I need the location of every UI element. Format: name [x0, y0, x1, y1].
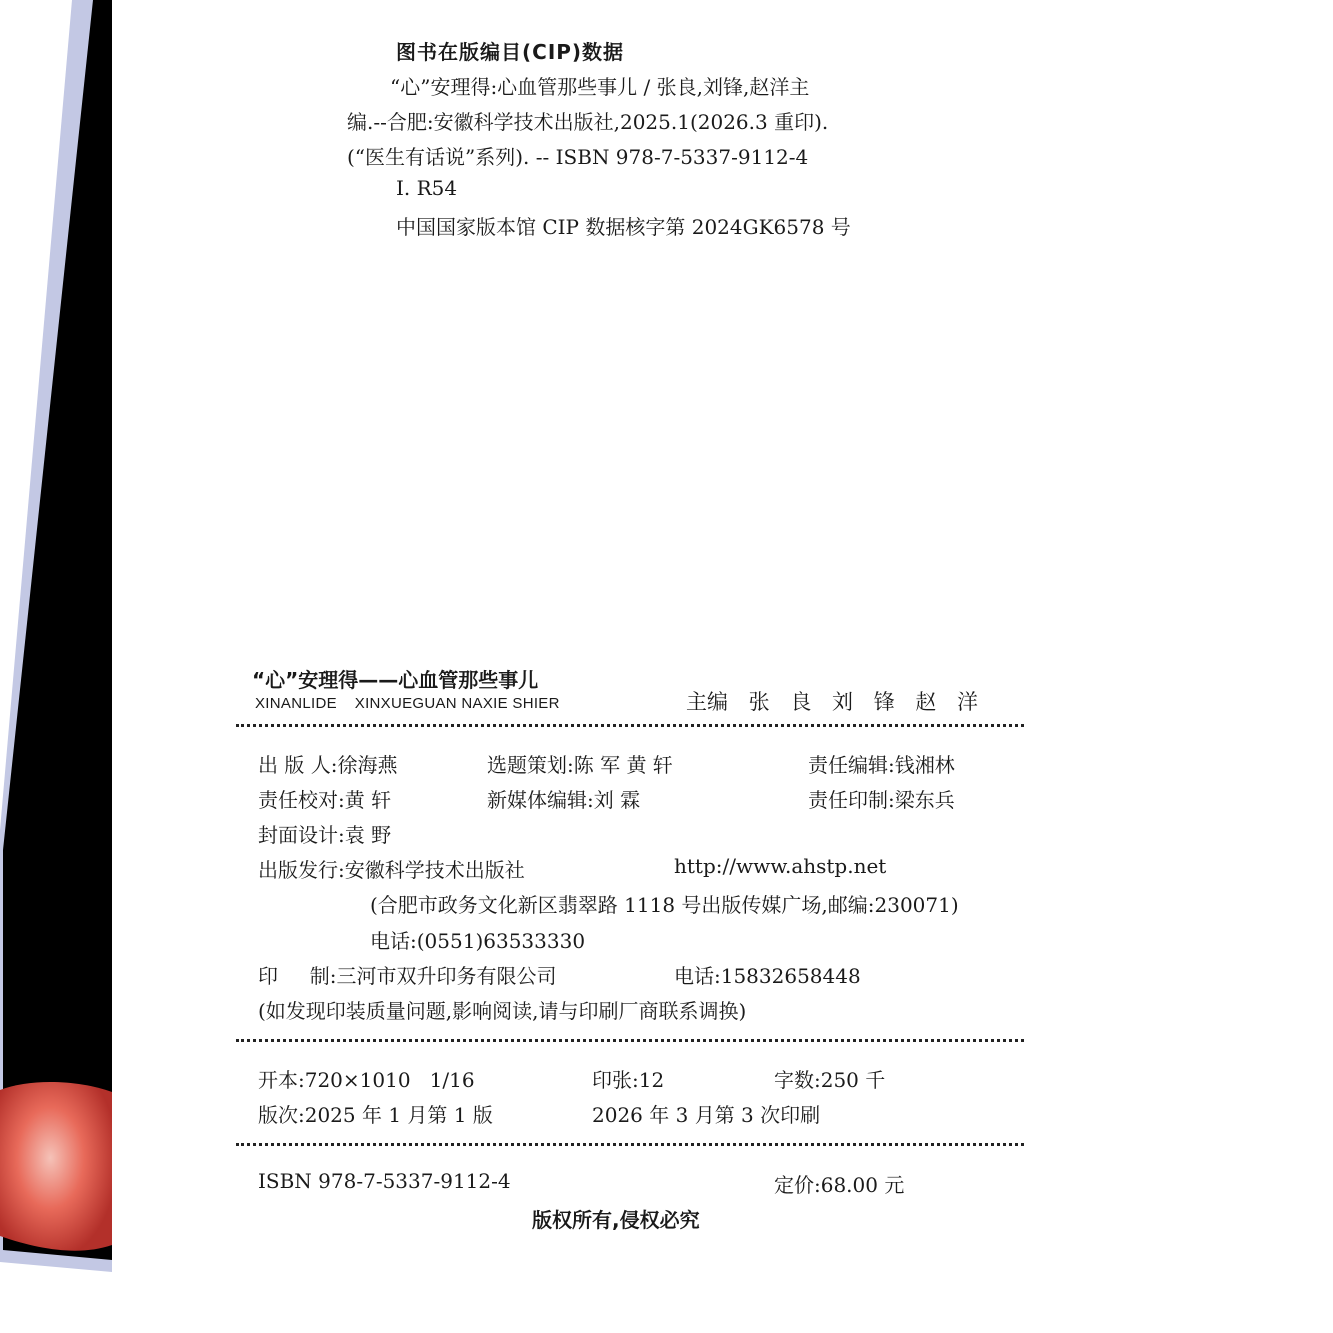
cip-line-2: 编.--合肥:安徽科学技术出版社,2025.1(2026.3 重印). — [347, 110, 829, 134]
book-title-pinyin: XINANLIDE XINXUEGUAN NAXIE SHIER — [255, 695, 560, 712]
cip-line-1: “心”安理得:心血管那些事儿 / 张良,刘锋,赵洋主 — [390, 75, 810, 99]
proofreader: 责任校对:黄 轩 — [258, 788, 392, 812]
copyright-notice: 版权所有,侵权必究 — [532, 1208, 700, 1232]
edition: 版次:2025 年 1 月第 1 版 — [258, 1103, 493, 1127]
price: 定价:68.00 元 — [774, 1173, 905, 1197]
isbn: ISBN 978-7-5337-9112-4 — [258, 1169, 511, 1193]
printing: 2026 年 3 月第 3 次印刷 — [592, 1103, 821, 1127]
topic-planning: 选题策划:陈 军 黄 轩 — [487, 753, 673, 777]
publisher-phone: 电话:(0551)63533330 — [370, 929, 586, 953]
word-count: 字数:250 千 — [774, 1068, 886, 1092]
printed-sheets: 印张:12 — [592, 1068, 665, 1092]
divider-1 — [236, 724, 1024, 727]
cip-line-3: (“医生有话说”系列). -- ISBN 978-7-5337-9112-4 — [347, 145, 809, 169]
cip-line-4: Ⅰ. R54 — [396, 176, 458, 200]
cip-heading: 图书在版编目(CIP)数据 — [396, 40, 625, 64]
chief-editors: 主编 张 良 刘 锋 赵 洋 — [686, 690, 979, 714]
book-format: 开本:720×1010 1/16 — [258, 1068, 475, 1092]
book-title: “心”安理得——心血管那些事儿 — [252, 668, 539, 692]
cover-spine-decoration — [0, 0, 120, 1333]
printer-phone: 电话:15832658448 — [674, 964, 861, 988]
distribution: 出版发行:安徽科学技术出版社 — [258, 858, 525, 882]
publisher-person: 出 版 人:徐海燕 — [258, 753, 398, 777]
red-heart-graphic — [0, 1082, 112, 1251]
editor-in-charge: 责任编辑:钱湘林 — [808, 753, 955, 777]
divider-3 — [236, 1143, 1024, 1146]
cip-line-5: 中国国家版本馆 CIP 数据核字第 2024GK6578 号 — [396, 215, 851, 239]
print-quality-notice: (如发现印装质量问题,影响阅读,请与印刷厂商联系调换) — [258, 999, 747, 1023]
website-link[interactable]: http://www.ahstp.net — [674, 854, 887, 878]
new-media-editor: 新媒体编辑:刘 霖 — [487, 788, 641, 812]
print-supervisor: 责任印制:梁东兵 — [808, 788, 955, 812]
cover-design: 封面设计:袁 野 — [258, 823, 392, 847]
publisher-address: (合肥市政务文化新区翡翠路 1118 号出版传媒广场,邮编:230071) — [370, 893, 959, 917]
divider-2 — [236, 1039, 1024, 1042]
printer: 印 制:三河市双升印务有限公司 — [258, 964, 557, 988]
